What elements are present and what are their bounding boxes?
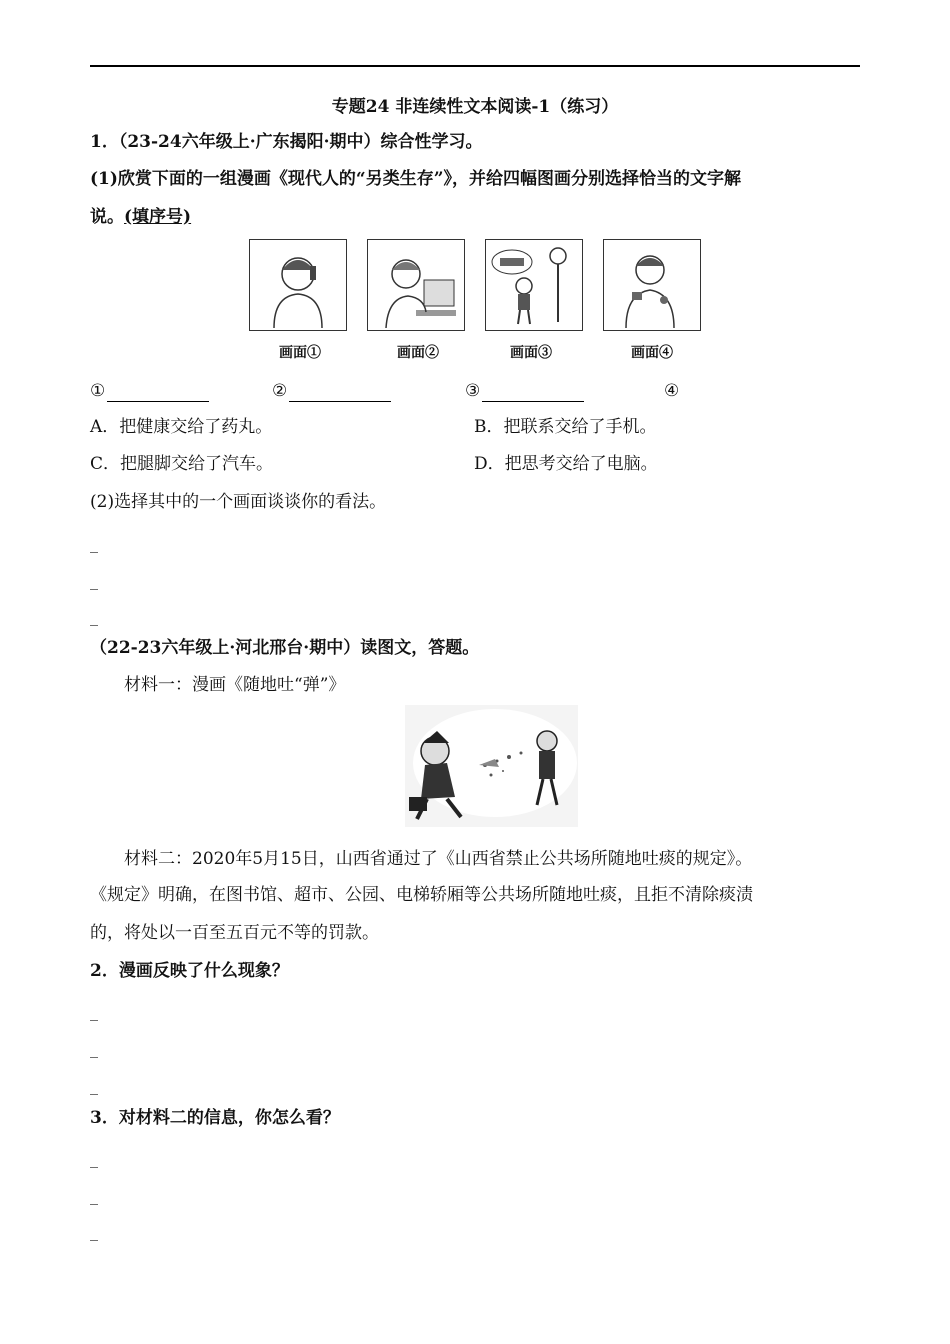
q3-number: 3． [90,1108,119,1128]
section2-heading: （22-23六年级上·河北邢台·期中）读图文，答题。 [90,638,480,658]
q1-heading-text: （23-24六年级上·广东揭阳·期中）综合性学习。 [118,132,483,152]
option-a: A．把健康交给了药丸。 [90,417,273,437]
answer-label-4: ④ [664,381,680,401]
answer-line-2[interactable] [289,383,391,402]
q1-part2: (2)选择其中的一个画面谈谈你的看法。 [90,492,387,512]
q3-text: 对材料二的信息，你怎么看？ [118,1108,340,1128]
material2-line2: 《规定》明确，在图书馆、超市、公园、电梯轿厢等公共场所随地吐痰，且拒不清除痰渍 [90,885,753,905]
answer-label-3: ③ [465,381,481,401]
answer-line[interactable]: _ [90,1222,98,1241]
answer-line[interactable]: _ [90,1076,98,1095]
answer-blank-1[interactable] [90,380,209,402]
answer-label-2: ② [272,381,288,401]
person-pills-illustration [604,240,700,330]
q1-fill-hint: (填序号) [124,207,192,227]
material1-label: 材料一：漫画《随地吐“弹”》 [124,675,346,695]
q1-part1-line1: (1)欣赏下面的一组漫画《现代人的“另类生存”》，并给四幅图画分别选择恰当的文字解 [90,169,741,189]
q2-heading [90,960,289,982]
comic-panel-2 [367,239,465,331]
q1-part1-line2-a: 说。 [90,207,124,227]
answer-blank-3[interactable] [465,380,584,402]
panel-caption-1: 画面① [279,345,321,361]
answer-blank-4[interactable] [664,380,679,402]
answer-line[interactable]: _ [90,1149,98,1168]
answer-blank-2[interactable] [272,380,391,402]
answer-line[interactable]: _ [90,1002,98,1021]
q1-heading [90,131,483,153]
option-c: C．把腿脚交给了汽车。 [90,454,274,474]
answer-label-1: ① [90,381,106,401]
answer-line[interactable]: _ [90,571,98,590]
material2-line3: 的，将处以一百至五百元不等的罚款。 [90,923,379,943]
q1-part1-line2 [90,206,191,228]
q3-heading [90,1107,340,1129]
person-car-stop-illustration [486,240,582,330]
panel-caption-3: 画面③ [510,345,552,361]
answer-line-3[interactable] [482,383,584,402]
comic-panel-4 [603,239,701,331]
material2-line1: 材料二：2020年5月15日，山西省通过了《山西省禁止公共场所随地吐痰的规定》。 [124,849,753,869]
q1-number: 1． [90,132,119,152]
spitting-comic-image [405,705,578,827]
option-b: B．把联系交给了手机。 [474,417,657,437]
top-rule [90,65,860,67]
answer-line-1[interactable] [107,383,209,402]
answer-line[interactable]: _ [90,607,98,626]
q2-number: 2． [90,961,119,981]
answer-line[interactable]: _ [90,534,98,553]
spitting-comic-illustration [405,705,578,827]
option-d: D．把思考交给了电脑。 [474,454,658,474]
comic-panel-1 [249,239,347,331]
q2-text: 漫画反映了什么现象？ [118,961,289,981]
answer-line[interactable]: _ [90,1039,98,1058]
panel-caption-2: 画面② [397,345,439,361]
person-computer-illustration [368,240,464,330]
answer-line[interactable]: _ [90,1186,98,1205]
person-phone-illustration [250,240,346,330]
page-title: 专题24 非连续性文本阅读-1（练习） [331,97,619,117]
comic-panel-3 [485,239,583,331]
panel-caption-4: 画面④ [631,345,673,361]
